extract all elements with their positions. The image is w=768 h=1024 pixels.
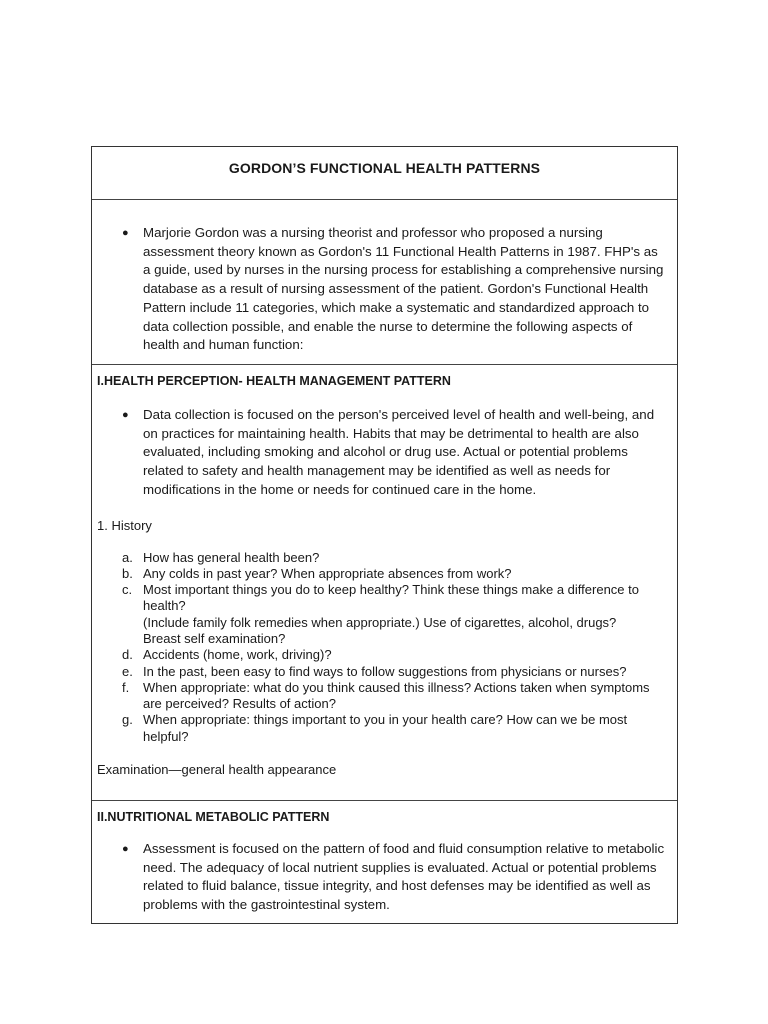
list-item-letter: f.: [122, 679, 130, 695]
list-item-text: [143, 566, 669, 582]
history-questions-list: [122, 550, 669, 746]
list-item-line: Breast self examination?: [143, 631, 286, 646]
intro-bullet: [122, 224, 667, 355]
list-item: [122, 680, 669, 713]
section2-bullet-text: Assessment is focused on the pattern of food and fluid consumption relative to metabolic need. The adequacy of local nutrient supplies is evaluated. Actual or potential problems related to fluid balance, tissue integrity, and host defenses may be identified as well as problems with the gastrointestinal system.: [143, 841, 665, 913]
document-title: GORDON’S FUNCTIONAL HEALTH PATTERNS: [228, 159, 541, 176]
bullet-icon: ●: [122, 227, 129, 239]
list-item: [122, 712, 669, 745]
list-item: [122, 550, 669, 566]
list-item-text: [143, 647, 669, 663]
bullet-icon: ●: [122, 843, 129, 855]
intro-row: [92, 200, 677, 365]
section1-bullet-text: Data collection is focused on the person's perceived level of health and well-being, and on practices for maintaining health. Habits that may be detrimental to health are also evaluated, including smoking and alcohol or drug use. Actual or potential problems related to safety and health management may be identified as well as needs for modifications in the home or needs for continued care in the home.: [143, 407, 655, 497]
list-item-line: (Include family folk remedies when appropriate.) Use of cigarettes, alcohol, drugs?: [143, 614, 617, 630]
list-item: [122, 647, 669, 663]
list-item: [122, 582, 669, 647]
section2-bullet: [122, 840, 669, 915]
intro-text: Marjorie Gordon was a nursing theorist and professor who proposed a nursing assessment theory known as Gordon's 11 Functional Health Patterns in 1987. FHP's as a guide, used by nurses in the nursing process for establishing a comprehensive nursing database as a result of nursing assessment of the patient. Gordon's Functional Health Pattern include 11 categories, which make a systematic and standardized approach to data collection possible, and enable the nurse to determine the following aspects of health and human function:: [143, 225, 664, 353]
list-item: [122, 566, 669, 582]
list-item-line: When appropriate: things important to you in your health care? How can we be most helpful?: [143, 712, 628, 744]
list-item-line: Most important things you do to keep healthy? Think these things make a difference to health?: [143, 582, 639, 614]
section-health-perception: [92, 365, 677, 801]
bullet-icon: ●: [122, 409, 129, 421]
history-label: 1. History: [97, 517, 152, 533]
list-item-line: How has general health been?: [143, 549, 320, 565]
document-table: [91, 146, 678, 924]
list-item: [122, 664, 669, 680]
list-item-line: In the past, been easy to find ways to follow suggestions from physicians or nurses?: [143, 663, 627, 679]
list-item-letter: g.: [122, 712, 133, 728]
list-item-letter: d.: [122, 647, 133, 663]
list-item-line: When appropriate: what do you think caused this illness? Actions taken when symptoms are perceived? Results of action?: [143, 679, 650, 712]
section1-heading: I.HEALTH PERCEPTION- HEALTH MANAGEMENT PATTERN: [97, 374, 451, 388]
list-item-line: Accidents (home, work, driving)?: [143, 647, 332, 663]
section2-heading: II.NUTRITIONAL METABOLIC PATTERN: [97, 810, 330, 824]
examination-text: Examination—general health appearance: [97, 762, 337, 778]
list-item-text: [143, 680, 669, 713]
list-item-text: [143, 550, 669, 566]
list-item-letter: e.: [122, 663, 133, 679]
section1-bullet: [122, 406, 669, 500]
list-item-text: [143, 712, 669, 745]
list-item-line: Any colds in past year? When appropriate absences from work?: [143, 565, 512, 581]
list-item-text: [143, 664, 669, 680]
title-row: [92, 147, 677, 200]
list-item-letter: c.: [122, 582, 133, 598]
list-item-letter: a.: [122, 549, 133, 565]
list-item-text: [143, 582, 669, 647]
section-nutritional-metabolic: [92, 801, 677, 923]
list-item-letter: b.: [122, 565, 133, 581]
